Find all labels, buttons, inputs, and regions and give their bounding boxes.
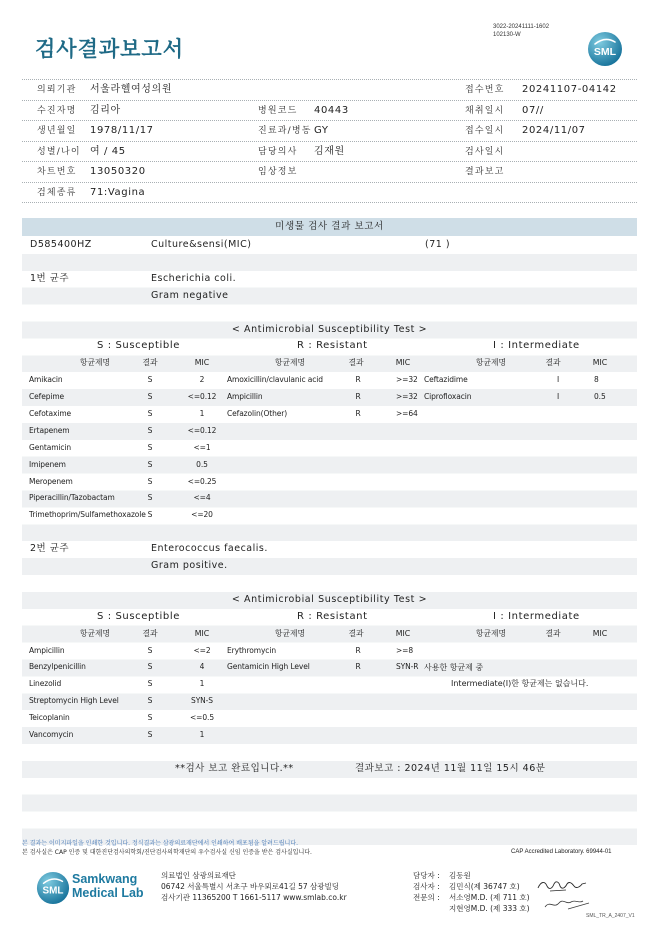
- antibiotic-name: Cefepime: [29, 392, 65, 402]
- mic-value: 1: [199, 679, 205, 689]
- ast-row: [22, 643, 637, 660]
- susceptibility-result: S: [147, 459, 153, 469]
- staff-label: 검사자 :: [413, 882, 440, 891]
- susceptibility-result: S: [147, 425, 153, 435]
- ast-row: [22, 710, 637, 727]
- info-label: 결과보고: [465, 167, 505, 177]
- ast-row: [22, 457, 637, 474]
- antibiotic-name: Vancomycin: [29, 730, 74, 740]
- patient-info-table: [22, 79, 637, 203]
- ast-title-row: [22, 592, 637, 609]
- antibiotic-name: Amikacin: [29, 375, 63, 385]
- ast-row: [22, 423, 637, 440]
- mic-value: <=2: [193, 645, 211, 655]
- report-time: 결과보고 : 2024년 11월 11일 15시 46분: [355, 762, 546, 774]
- ast-header-row: [22, 626, 637, 643]
- info-label: 접수일시: [465, 126, 505, 136]
- isolate-2-label: 2번 균주: [30, 543, 70, 555]
- susceptibility-result: S: [147, 392, 153, 402]
- mic-header: MIC: [194, 628, 210, 638]
- staff-label: 담당자 :: [413, 871, 440, 880]
- antibiotic-name: Erythromycin: [227, 645, 276, 655]
- isolate-2-row: [22, 541, 637, 558]
- antibiotic-header: 항균제명: [79, 628, 111, 638]
- legend-intermediate: I : Intermediate: [493, 340, 580, 352]
- susceptibility-result: R: [355, 375, 361, 385]
- info-label: 임상정보: [258, 167, 298, 177]
- ast-title: < Antimicrobial Susceptibility Test >: [231, 323, 428, 335]
- susceptibility-result: S: [147, 493, 153, 503]
- susceptibility-result: I: [556, 392, 560, 402]
- brand-name-line-1: Samkwang: [72, 872, 138, 886]
- mic-value: 0.5: [594, 392, 606, 402]
- test-code: D585400HZ: [30, 239, 92, 250]
- susceptibility-result: S: [147, 375, 153, 385]
- patient-info-row: [22, 80, 637, 101]
- staff-value: 김민식(제 36747 호): [449, 882, 520, 891]
- mic-header: MIC: [194, 358, 210, 368]
- antibiotic-name: Benzylpenicillin: [29, 662, 86, 672]
- susceptibility-result: R: [355, 392, 361, 402]
- isolate-2-gram: Gram positive.: [151, 560, 228, 572]
- isolate-2-gram-row: [22, 558, 637, 575]
- mic-header: MIC: [592, 628, 608, 638]
- mic-value: 1: [199, 730, 205, 740]
- info-label: 검사일시: [465, 146, 505, 157]
- mic-header: MIC: [395, 628, 411, 638]
- susceptibility-result: S: [147, 645, 153, 655]
- info-label: 담당의사: [258, 146, 298, 157]
- brand-name-line-2: Medical Lab: [72, 886, 144, 900]
- ast-row: [22, 490, 637, 507]
- antibiotic-name: Cefotaxime: [29, 408, 72, 418]
- patient-info-row: [22, 101, 637, 122]
- ast-legend-row: [22, 338, 637, 355]
- test-name: Culture&sensi(MIC): [151, 239, 252, 250]
- antibiotic-header: 항균제명: [274, 358, 306, 368]
- antibiotic-header: 항균제명: [274, 628, 306, 638]
- isolate-1-label: 1번 균주: [30, 272, 70, 284]
- ast-row: [22, 389, 637, 406]
- mic-value: <=0.25: [187, 476, 217, 486]
- antibiotic-name: Linezolid: [29, 679, 62, 689]
- antibiotic-header: 항균제명: [79, 358, 111, 368]
- section-title: 미생물 검사 결과 보고서: [22, 218, 637, 236]
- specimen-code: (71 ): [425, 239, 451, 250]
- antibiotic-header: 항균제명: [475, 628, 507, 638]
- antibiotic-name: Ampicillin: [227, 392, 263, 402]
- result-header: 결과: [348, 358, 364, 368]
- test-row: [22, 237, 637, 254]
- legend-intermediate: I : Intermediate: [493, 610, 580, 622]
- mic-value: SYN-S: [191, 696, 213, 706]
- result-header: 결과: [142, 628, 158, 638]
- info-label: 성별/나이: [37, 146, 81, 157]
- info-label: 차트번호: [37, 167, 77, 177]
- sml-logo-icon: [36, 871, 70, 905]
- legend-susceptible: S : Susceptible: [97, 610, 180, 622]
- staff-value: 김동원: [449, 871, 471, 880]
- mic-value: >=8: [396, 645, 414, 655]
- antibiotic-name: Ceftazidime: [424, 375, 468, 385]
- ast-row: [22, 440, 637, 457]
- ast-row: [22, 406, 637, 423]
- document-code-line-1: 3022-20241111-1602: [493, 24, 550, 30]
- susceptibility-result: S: [147, 476, 153, 486]
- mic-value: SYN-R: [396, 662, 419, 672]
- antibiotic-name: Gentamicin: [29, 442, 72, 452]
- info-label: 채취일시: [465, 105, 505, 116]
- antibiotic-name: Ertapenem: [29, 425, 70, 435]
- completion-message: **검사 보고 완료입니다.**: [175, 762, 294, 774]
- info-value: 2024/11/07: [522, 125, 586, 136]
- info-value: 김리아: [90, 104, 121, 116]
- ast-row: [22, 727, 637, 744]
- mic-value: >=32: [396, 392, 418, 402]
- mic-value: 2: [199, 375, 205, 385]
- mic-value: 0.5: [196, 459, 208, 469]
- result-header: 결과: [545, 358, 561, 368]
- antibiotic-name: Ampicillin: [29, 645, 65, 655]
- org-address: 06742 서울특별시 서초구 바우뫼로41길 57 삼광빌딩: [161, 882, 340, 891]
- info-value: 1978/11/17: [90, 125, 154, 136]
- antibiotic-name: Trimethoprim/Sulfamethoxazole: [29, 510, 146, 520]
- susceptibility-result: S: [147, 408, 153, 418]
- mic-header: MIC: [395, 358, 411, 368]
- document-code-line-2: 102130-W: [493, 31, 521, 38]
- mic-value: <=0.5: [190, 713, 214, 723]
- mic-value: >=64: [396, 408, 418, 418]
- mic-value: >=32: [396, 375, 418, 385]
- staff-value: 서소영M.D. (제 711 호): [449, 893, 530, 902]
- info-label: 접수번호: [465, 85, 505, 95]
- susceptibility-result: S: [147, 442, 153, 452]
- antibiotic-name: Imipenem: [29, 459, 66, 469]
- result-header: 결과: [545, 628, 561, 638]
- patient-info-row: [22, 142, 637, 163]
- antibiotic-name: Teicoplanin: [29, 713, 70, 723]
- ast-note-line-2: Intermediate(I)한 항균제는 없습니다.: [451, 679, 589, 689]
- susceptibility-result: R: [355, 408, 361, 418]
- signature: [542, 895, 592, 913]
- mic-value: 8: [594, 375, 599, 385]
- susceptibility-result: S: [147, 730, 153, 740]
- document-code: [493, 24, 549, 39]
- info-value: 서울라헬여성의원: [90, 84, 173, 95]
- info-label: 병원코드: [258, 105, 298, 116]
- antibiotic-name: Amoxicillin/clavulanic acid: [227, 375, 323, 385]
- antibiotic-name: Meropenem: [29, 476, 73, 486]
- antibiotic-header: 항균제명: [475, 358, 507, 368]
- info-value: 07//: [522, 104, 544, 116]
- susceptibility-result: S: [147, 713, 153, 723]
- info-label: 의뢰기관: [37, 85, 77, 95]
- antibiotic-name: Piperacillin/Tazobactam: [29, 493, 115, 503]
- mic-value: <=1: [193, 442, 211, 452]
- legend-susceptible: S : Susceptible: [97, 340, 180, 352]
- ast-note-row: [22, 660, 637, 677]
- ast-row: [22, 372, 637, 389]
- org-contact: 검사기관 11365200 T 1661-5117 www.smlab.co.kr: [161, 893, 347, 902]
- patient-info-row: [22, 121, 637, 142]
- isolate-2-organism: Enterococcus faecalis.: [151, 543, 268, 555]
- susceptibility-result: S: [147, 510, 153, 520]
- antibiotic-name: Gentamicin High Level: [227, 662, 310, 672]
- ast-header-row: [22, 355, 637, 372]
- image-copy-notice: 본 결과는 이미지파일을 인쇄한 것입니다. 정식결과는 삼광의료재단에서 인쇄하여 배포됨을 알려드립니다.: [22, 840, 299, 847]
- ast-note-row: [22, 676, 637, 693]
- cap-accreditation: CAP Accredited Laboratory. 69944-01: [511, 849, 612, 855]
- info-value: 김재원: [314, 145, 345, 157]
- staff-value: 지현영M.D. (제 333 호): [449, 904, 530, 913]
- susceptibility-result: S: [147, 662, 153, 672]
- info-value: 71:Vagina: [90, 186, 146, 198]
- susceptibility-result: R: [355, 645, 361, 655]
- mic-header: MIC: [592, 358, 608, 368]
- ast-title-row: [22, 322, 637, 339]
- isolate-1-row: [22, 271, 637, 288]
- antibiotic-name: Streptomycin High Level: [29, 696, 119, 706]
- ast-row: [22, 474, 637, 491]
- legend-resistant: R : Resistant: [297, 610, 368, 622]
- mic-value: 4: [199, 662, 205, 672]
- mic-value: <=0.12: [187, 425, 217, 435]
- accreditation-notice: 본 검사실은 CAP 인증 및 대한진단검사의학회/진단검사의학재단의 우수검사실 신임 인증을 받은 검사실입니다.: [22, 849, 312, 856]
- susceptibility-result: S: [147, 696, 153, 706]
- info-value: 13050320: [90, 166, 146, 177]
- susceptibility-result: I: [556, 375, 560, 385]
- org-name: 의료법인 삼광의료재단: [161, 871, 236, 880]
- logo-text: SML: [593, 46, 617, 58]
- info-value: 20241107-04142: [522, 84, 617, 95]
- susceptibility-result: S: [147, 679, 153, 689]
- info-label: 생년월일: [37, 126, 77, 136]
- sml-logo-icon: [587, 31, 623, 67]
- info-value: 여 / 45: [90, 145, 126, 157]
- patient-info-row: [22, 183, 637, 204]
- logo-text: SML: [42, 885, 64, 897]
- form-code: SML_TR_A_2407_V1: [586, 913, 635, 919]
- ast-note-line-1: 사용한 항균제 중: [424, 662, 484, 672]
- result-header: 결과: [142, 358, 158, 368]
- ast-row: [22, 693, 637, 710]
- isolate-1-organism: Escherichia coli.: [151, 272, 237, 284]
- mic-value: <=20: [191, 510, 213, 520]
- mic-value: <=0.12: [187, 392, 217, 402]
- info-label: 검체종류: [37, 187, 77, 198]
- patient-info-row: [22, 162, 637, 183]
- antibiotic-name: Cefazolin(Other): [227, 408, 288, 418]
- result-header: 결과: [348, 628, 364, 638]
- mic-value: 1: [199, 408, 205, 418]
- staff-label: 전문의 :: [413, 893, 440, 902]
- mic-value: <=4: [193, 493, 211, 503]
- susceptibility-result: R: [355, 662, 361, 672]
- legend-resistant: R : Resistant: [297, 340, 368, 352]
- microbiology-report: [22, 237, 637, 845]
- ast-row: [22, 507, 637, 524]
- info-label: 진료과/병동: [258, 126, 312, 136]
- isolate-1-gram-row: [22, 288, 637, 305]
- ast-title: < Antimicrobial Susceptibility Test >: [231, 593, 428, 605]
- antibiotic-name: Ciprofloxacin: [424, 392, 472, 402]
- ast-legend-row: [22, 609, 637, 626]
- isolate-1-gram: Gram negative: [151, 289, 229, 301]
- info-value: 40443: [314, 104, 349, 116]
- info-value: GY: [314, 125, 329, 136]
- signature: [536, 878, 588, 894]
- completion-row: [22, 761, 637, 778]
- page-title: 검사결과보고서: [35, 37, 185, 61]
- info-label: 수진자명: [37, 105, 77, 116]
